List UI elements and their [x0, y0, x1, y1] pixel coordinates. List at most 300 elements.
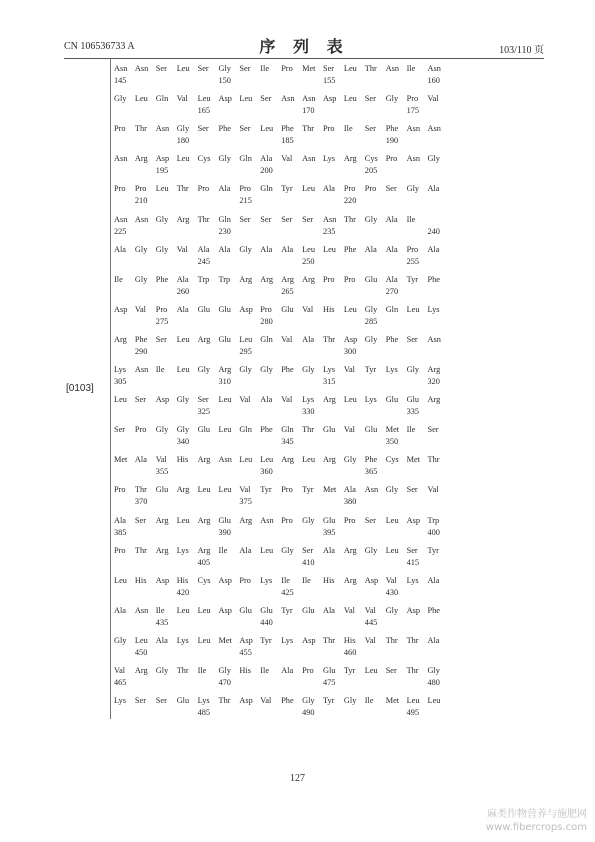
residue: Val [281, 154, 293, 164]
residue: Ser [134, 515, 146, 525]
residue: Thr [406, 666, 419, 675]
residue: Phe [281, 365, 294, 374]
residue: Asp [406, 605, 420, 615]
residue: Glu [364, 425, 378, 435]
residue: Gly [406, 365, 420, 374]
residue: Phe [385, 334, 399, 344]
residue: Gly [427, 154, 440, 164]
residue: Val [176, 244, 188, 254]
residue-position-number: 150 [218, 76, 231, 85]
residue: Asn [218, 455, 232, 465]
residue: Ala [427, 575, 440, 585]
residue: Ser [281, 214, 293, 224]
residue: Leu [260, 124, 274, 134]
residue: Glu [323, 666, 336, 675]
residue: Asp [323, 94, 337, 104]
residue: Thr [218, 696, 231, 706]
residue: Gln [155, 94, 169, 104]
residue: Glu [260, 605, 273, 615]
residue: Ser [155, 696, 167, 706]
residue: Thr [176, 666, 189, 675]
residue-position-number: 300 [343, 346, 357, 356]
sequence-row [114, 244, 440, 275]
residue: Ser [427, 425, 439, 435]
residue: Val [364, 635, 376, 645]
residue-position-number: 485 [197, 708, 211, 718]
residue: Lys [323, 365, 335, 374]
residue: Val [281, 395, 293, 405]
residue: Ala [260, 395, 273, 405]
patent-number: CN 106536733 A [64, 41, 135, 52]
residue: Ile [281, 575, 290, 585]
residue: Ser [155, 64, 167, 73]
residue: Val [343, 425, 355, 435]
residue: Met [406, 455, 420, 465]
residue: Thr [134, 545, 147, 555]
sequence-row [114, 184, 440, 214]
watermark-line-2: www.fibercrops.com [485, 822, 587, 833]
residue: Ser [385, 184, 397, 194]
residue: Thr [134, 485, 147, 495]
residue: Trp [218, 274, 231, 284]
residue: Asn [406, 124, 420, 134]
residue: Glu [323, 425, 336, 435]
residue: Ser [406, 485, 418, 495]
residue-position-number: 350 [385, 437, 399, 447]
residue: Glu [239, 605, 252, 615]
residue: Asn [155, 124, 170, 134]
residue: Ser [364, 515, 376, 525]
residue: Glu [218, 515, 231, 525]
residue: Val [343, 365, 355, 374]
residue: Pro [114, 184, 126, 194]
residue-position-number: 175 [406, 106, 420, 116]
residue: Gly [302, 365, 315, 374]
residue-position-number: 280 [260, 316, 273, 326]
residue: Lys [281, 635, 294, 645]
residue: Asp [364, 575, 379, 585]
residue: Leu [323, 244, 336, 254]
residue: Arg [323, 455, 336, 465]
residue-position-number: 210 [134, 196, 148, 206]
residue: Asn [134, 64, 149, 73]
residue: Ser [134, 395, 146, 405]
residue: Ala [260, 244, 273, 254]
residue: Thr [343, 214, 356, 224]
residue-position-number: 390 [218, 527, 231, 537]
residue: Gly [364, 545, 378, 555]
residue: Gly [343, 696, 357, 706]
residue: Ile [155, 605, 165, 615]
residue: His [323, 304, 335, 314]
residue: Lys [302, 395, 315, 405]
residue: Leu [406, 696, 420, 706]
residue: Gly [364, 334, 378, 344]
residue: Gly [218, 154, 231, 164]
residue: Arg [197, 545, 211, 555]
residue: Ala [427, 635, 440, 645]
residue-position-number: 285 [364, 316, 378, 326]
residue: Arg [302, 274, 315, 284]
residue: Asp [406, 515, 420, 525]
residue: Asn [134, 365, 149, 374]
residue-position-number: 455 [239, 647, 252, 657]
residue: Gly [406, 184, 420, 194]
residue: Ile [260, 666, 270, 675]
residue: Leu [176, 365, 190, 374]
residue: Asp [239, 696, 253, 706]
residue: Asn [114, 154, 128, 164]
residue: Pro [197, 184, 210, 194]
residue: Gln [385, 304, 399, 314]
residue: Asp [155, 395, 170, 405]
residue: Glu [176, 696, 190, 706]
residue: Thr [176, 184, 189, 194]
residue: Pro [343, 274, 356, 284]
residue: Arg [427, 365, 441, 374]
residue: Ala [260, 154, 273, 164]
residue-position-number: 480 [427, 678, 440, 687]
residue-position-number: 385 [114, 527, 127, 537]
residue: Lys [114, 365, 126, 374]
residue: His [176, 575, 189, 585]
residue: His [134, 575, 147, 585]
residue: Gly [176, 395, 190, 405]
residue: Ile [343, 124, 353, 134]
residue: Thr [406, 635, 419, 645]
residue: Gly [176, 124, 190, 134]
residue: Ser [239, 124, 251, 134]
residue: Asn [281, 94, 295, 104]
residue: Lys [114, 696, 126, 706]
sequence-row [114, 666, 440, 696]
residue-position-number: 170 [302, 106, 315, 116]
residue: Ser [197, 395, 209, 405]
residue: Pro [323, 124, 335, 134]
residue: Leu [218, 395, 232, 405]
residue: Ile [155, 365, 165, 374]
residue: Glu [155, 485, 169, 495]
sequence-row [114, 425, 439, 455]
residue: Pro [281, 485, 293, 495]
residue: Met [385, 425, 400, 435]
residue-position-number: 475 [323, 678, 336, 687]
residue: Val [155, 455, 167, 465]
residue: Pro [385, 154, 398, 164]
residue: Ser [406, 334, 418, 344]
residue: Gly [385, 485, 399, 495]
residue: Lys [260, 575, 273, 585]
residue: Pro [406, 94, 419, 104]
residue: Ser [155, 334, 167, 344]
residue-position-number: 415 [406, 557, 420, 567]
residue: Lys [385, 365, 398, 374]
residue: Phe [218, 124, 231, 134]
sequence-row [114, 545, 439, 576]
residue: Gln [260, 184, 273, 194]
sequence-row [114, 696, 441, 726]
residue: Phe [385, 124, 399, 134]
residue: Leu [364, 666, 378, 675]
residue: Lys [323, 154, 335, 164]
residue: Arg [239, 515, 253, 525]
residue: Leu [176, 154, 190, 164]
header-rule [64, 58, 544, 59]
residue: Gly [155, 244, 169, 254]
residue: Thr [134, 124, 147, 134]
residue: Ala [114, 605, 126, 615]
page-header [64, 34, 544, 56]
residue: Ala [281, 244, 294, 254]
residue: Tyr [343, 666, 356, 675]
page-of-total: 103/110 页 [499, 45, 544, 56]
residue: Pro [364, 184, 377, 194]
residue: Arg [155, 515, 169, 525]
residue: Ala [281, 666, 294, 675]
residue: Leu [239, 455, 253, 465]
sequence-row [114, 274, 440, 305]
residue: Arg [155, 545, 169, 555]
residue: Val [239, 485, 251, 495]
margin-rule [110, 59, 111, 719]
residue: Val [260, 696, 272, 706]
residue: Asn [134, 214, 149, 224]
residue: Gly [114, 94, 127, 104]
residue-position-number: 335 [406, 407, 420, 417]
residue: His [343, 635, 356, 645]
residue: Asp [302, 635, 316, 645]
residue: Arg [323, 395, 336, 405]
residue: Leu [197, 94, 211, 104]
residue: Gly [385, 605, 399, 615]
residue: Pro [134, 425, 147, 435]
residue: Glu [281, 304, 294, 314]
residue-position-number: 420 [176, 587, 190, 597]
residue: Asp [218, 94, 232, 104]
residue: Asp [155, 154, 170, 164]
residue: Thr [323, 334, 335, 344]
residue: Gly [114, 635, 127, 645]
residue: Gly [155, 214, 169, 224]
residue: Glu [218, 304, 231, 314]
residue: Tyr [427, 545, 439, 555]
residue: Arg [427, 395, 441, 405]
residue: Pro [239, 184, 251, 194]
residue: Leu [197, 485, 211, 495]
residue-position-number: 450 [134, 647, 148, 657]
residue: Ile [364, 696, 374, 706]
sequence-row [114, 334, 441, 365]
residue: Cys [364, 154, 378, 164]
residue: Met [218, 635, 232, 645]
residue: Ala [427, 244, 440, 254]
residue: Asn [302, 154, 316, 164]
residue: Cys [385, 455, 399, 465]
residue-position-number: 230 [218, 226, 231, 236]
page-number: 127 [290, 773, 305, 784]
residue: Leu [218, 425, 232, 435]
residue: Arg [281, 274, 294, 284]
residue: Tyr [281, 184, 293, 194]
residue: His [176, 455, 189, 465]
residue: Leu [385, 545, 399, 555]
residue: Asp [218, 575, 232, 585]
residue: Phe [134, 334, 148, 344]
residue: Asn [427, 334, 441, 344]
residue: Gly [281, 545, 294, 555]
residue: Ile [114, 274, 123, 284]
residue-position-number: 200 [260, 166, 273, 176]
sequence-row [114, 485, 439, 515]
residue: Ile [218, 545, 228, 555]
residue: Leu [176, 64, 190, 73]
residue: Leu [260, 545, 274, 555]
residue: Phe [281, 124, 294, 134]
residue-position-number: 315 [323, 377, 336, 386]
residue-position-number: 305 [114, 377, 127, 386]
residue-position-number: 155 [323, 76, 336, 85]
sequence-row [114, 395, 441, 425]
residue: Leu [197, 605, 211, 615]
residue-position-number: 345 [281, 437, 294, 447]
residue: Leu [218, 485, 232, 495]
residue: Asn [385, 64, 400, 73]
residue: Ala [197, 244, 210, 254]
residue: Thr [385, 635, 398, 645]
residue: Arg [260, 274, 274, 284]
residue: Gly [427, 666, 440, 675]
residue: Ile [197, 666, 207, 675]
residue: Asn [364, 485, 379, 495]
residue: Ala [114, 515, 126, 525]
residue: Leu [406, 304, 420, 314]
residue: Leu [176, 334, 190, 344]
residue: Gln [281, 425, 294, 435]
residue: Pro [114, 545, 126, 555]
residue: Asn [406, 154, 420, 164]
residue: Glu [323, 515, 336, 525]
residue: Arg [218, 365, 232, 374]
residue: Pro [406, 244, 419, 254]
residue-position-number: 365 [364, 467, 378, 477]
residue: Ile [406, 425, 416, 435]
residue: Pro [323, 274, 335, 284]
residue: Ile [406, 64, 416, 73]
residue: Ala [364, 244, 377, 254]
residue: Gln [239, 425, 252, 435]
sequence-row [114, 304, 440, 335]
residue: Ser [197, 64, 209, 73]
residue: Ala [323, 545, 335, 555]
sequence-row [114, 515, 440, 546]
residue-position-number: 235 [323, 226, 336, 236]
residue: Leu [302, 244, 315, 254]
residue-position-number: 195 [155, 166, 169, 176]
residue-position-number: 460 [343, 647, 357, 657]
residue: Ser [134, 696, 146, 706]
residue: Leu [260, 455, 274, 465]
residue: Ala [427, 184, 440, 194]
residue: Tyr [281, 605, 293, 615]
residue: Thr [197, 214, 210, 224]
residue: Val [364, 605, 376, 615]
residue: Leu [302, 455, 315, 465]
residue: Asn [260, 515, 274, 525]
residue: Leu [343, 395, 357, 405]
residue: Leu [155, 184, 169, 194]
residue: Gly [155, 425, 169, 435]
residue: Lys [176, 545, 189, 555]
residue: Gly [176, 425, 190, 435]
residue: Gly [134, 244, 148, 254]
residue: Pro [155, 304, 168, 314]
residue: Trp [197, 274, 210, 284]
residue: Ser [364, 94, 376, 104]
residue-position-number: 425 [281, 587, 294, 597]
residue: Glu [197, 304, 211, 314]
residue: Tyr [260, 635, 272, 645]
residue: Gly [364, 214, 378, 224]
residue: Ile [406, 214, 416, 224]
residue: Gly [239, 365, 252, 374]
sequence-row [114, 94, 439, 124]
residue-position-number: 310 [218, 377, 231, 386]
residue: Tyr [260, 485, 272, 495]
residue: Ala [134, 455, 147, 465]
residue: Gln [260, 334, 273, 344]
residue: Asp [343, 334, 358, 344]
residue-position-number: 330 [302, 407, 315, 417]
residue: Leu [343, 304, 357, 314]
residue-position-number: 465 [114, 678, 127, 687]
residue: Leu [343, 64, 357, 73]
sequence-row [114, 455, 440, 485]
residue-position-number: 495 [406, 708, 420, 718]
residue: Asp [155, 575, 170, 585]
residue: Leu [197, 635, 211, 645]
residue: Trp [427, 515, 440, 525]
residue: Gly [364, 304, 378, 314]
residue: Arg [281, 455, 294, 465]
residue: Gly [218, 64, 231, 73]
residue: Ser [114, 425, 126, 435]
residue: Ala [343, 485, 356, 495]
residue-position-number: 265 [281, 286, 294, 296]
residue: Asp [218, 605, 232, 615]
residue: Arg [134, 154, 148, 164]
residue: Ser [302, 214, 314, 224]
residue: Glu [218, 334, 231, 344]
residue: Lys [406, 575, 419, 585]
residue: Gly [260, 365, 273, 374]
residue: Ala [155, 635, 168, 645]
residue: Gln [218, 214, 231, 224]
residue-position-number: 400 [427, 527, 440, 537]
residue: Asn [427, 124, 441, 134]
residue-position-number: 255 [406, 256, 420, 266]
residue: Val [385, 575, 397, 585]
residue: Leu [239, 94, 253, 104]
residue: Pro [260, 304, 272, 314]
residue: Ser [260, 214, 272, 224]
residue: Asn [427, 64, 441, 73]
residue: Ala [114, 244, 126, 254]
sequence-row [114, 154, 440, 184]
residue: Leu [134, 94, 148, 104]
residue: Ala [323, 184, 335, 194]
residue: Ser [302, 545, 314, 555]
residue: His [323, 575, 335, 585]
